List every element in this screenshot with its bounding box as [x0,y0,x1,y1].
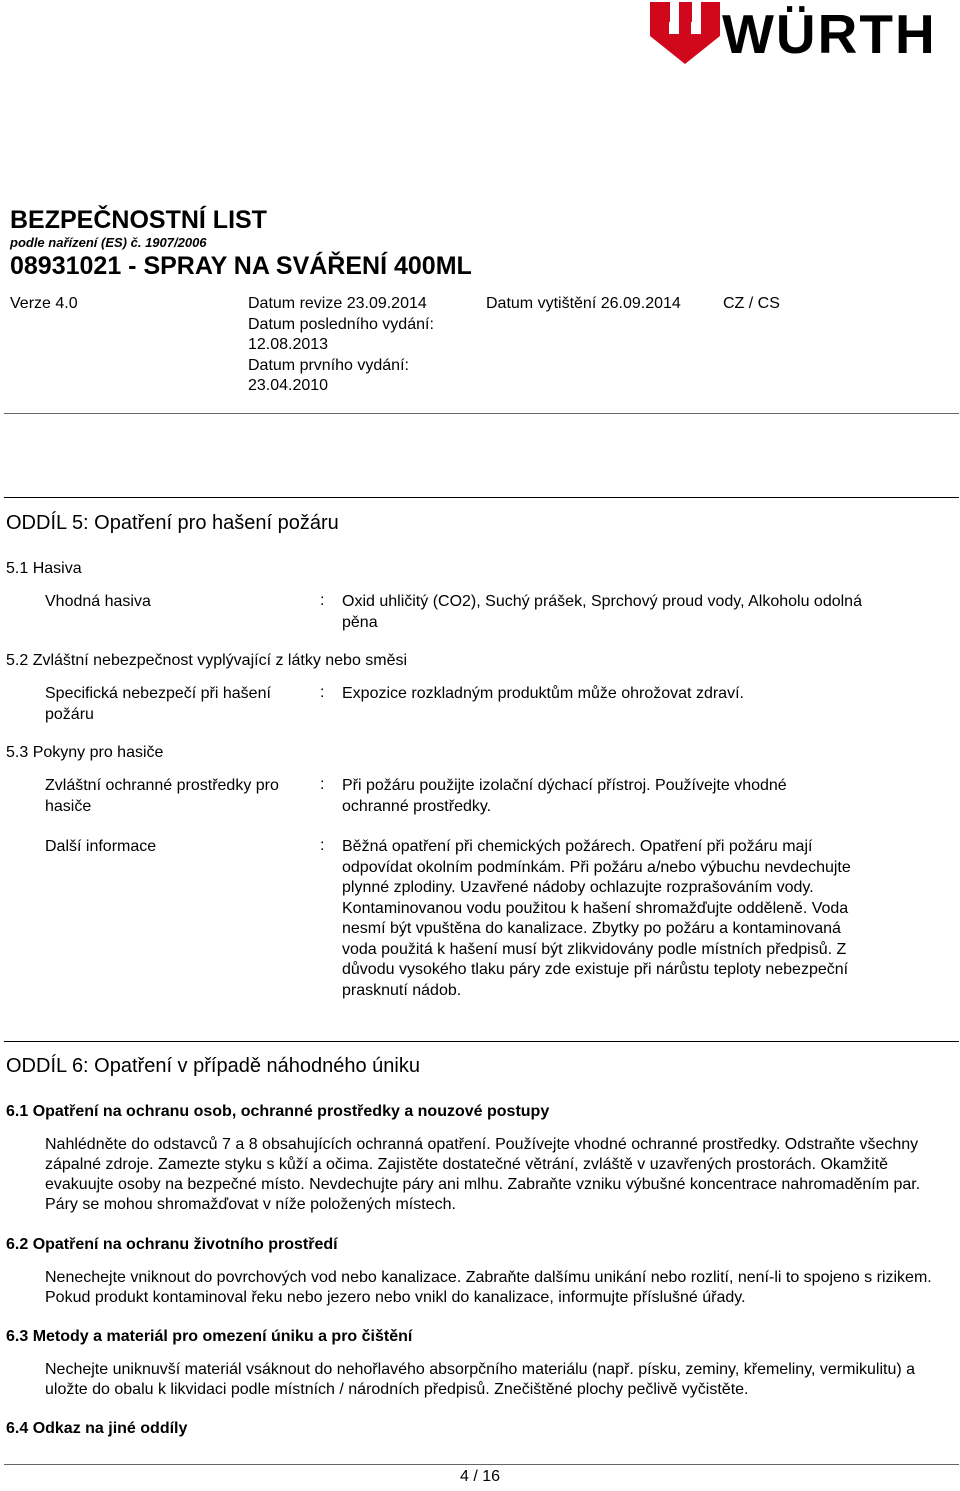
section6-rule [4,1041,959,1042]
s63-heading: 6.3 Metody a materiál pro omezení úniku a pro čištění [6,1328,413,1345]
s53-value-1: Při požáru použijte izolační dýchací přístroj. Používejte vhodné ochranné prostředky. [342,777,787,815]
regulation-note: podle nařízení (ES) č. 1907/2006 [10,235,207,250]
s53-colon-1: : [320,776,325,793]
section6-title: ODDÍL 6: Opatření v případě náhodného úniku [6,1055,420,1077]
date-block [248,294,478,397]
s53-colon-2: : [320,837,325,854]
s51-value: Oxid uhličitý (CO2), Suchý prášek, Sprchový proud vody, Alkoholu odolná pěna [342,593,862,631]
header-divider [4,413,959,414]
s62-heading: 6.2 Opatření na ochranu životního prostředí [6,1236,338,1253]
wurth-logo-mark [650,2,720,64]
first-issue-label: Datum prvního vydání: [248,356,409,374]
document-title: BEZPEČNOSTNÍ LIST [10,206,267,234]
footer-divider [4,1464,959,1465]
s53-value-2: Běžná opatření při chemických požárech. Opatření při požáru mají odpovídat okolním podmínkám. Při požáru a/nebo výbuchu nevdechujte plynné zplodiny. Uzavřené nádoby ochlazujte rozprašováním vody. Kontaminovanou vodu použitou k hašení shromažďujte odděleně. Voda nesmí být vpuštěna do kanalizace. Zbytky po požáru a kontaminovaná voda použitá k hašení musí být zlikvidovány podle místních předpisů. Z důvodu vysokého tlaku páry zde existuje při nárůstu teploty nebezpeční prasknutí nádob. [342,838,851,999]
revision-date: Datum revize 23.09.2014 [248,295,427,312]
language: CZ / CS [723,295,780,312]
s53-label-1: Zvláštní ochranné prostředky pro hasiče [45,777,279,815]
s64-heading: 6.4 Odkaz na jiné oddíly [6,1420,188,1437]
last-issue-date: 12.08.2013 [248,336,329,353]
s53-heading: 5.3 Pokyny pro hasiče [6,744,164,761]
version: Verze 4.0 [10,295,78,312]
s62-text: Nenechejte vniknout do povrchových vod nebo kanalizace. Zabraňte dalšímu unikání nebo rozlití, není-li to spojeno s rizikem. Pokud produkt kontaminoval řeku nebo jezero nebo vnikl do kanalizace, informujte příslušné úřady. [45,1269,932,1306]
page-number: 4 / 16 [459,1468,501,1485]
wurth-wordmark: WÜRTH [722,3,937,65]
s52-value: Expozice rozkladným produktům může ohrožovat zdraví. [342,685,744,702]
print-date: Datum vytištění 26.09.2014 [486,295,681,312]
s61-heading: 6.1 Opatření na ochranu osob, ochranné prostředky a nouzové postupy [6,1103,550,1120]
s51-label: Vhodná hasiva [45,593,151,610]
s52-label: Specifická nebezpečí při hašení požáru [45,685,271,723]
section5-rule [4,497,959,498]
s53-label-2: Další informace [45,838,157,855]
s63-text: Nechejte uniknuvší materiál vsáknout do nehořlavého absorpčního materiálu (např. písku, zeminy, křemeliny, vermikulitu) a uložte do obalu k likvidaci podle místních / národních předpisů. Znečištěné plochy pečlivě vyčistěte. [45,1361,916,1398]
s51-heading: 5.1 Hasiva [6,560,82,577]
product-name: 08931021 - SPRAY NA SVÁŘENÍ 400ML [10,252,472,280]
s61-text: Nahlédněte do odstavců 7 a 8 obsahujících ochranná opatření. Používejte vhodné ochranné prostředky. Odstraňte všechny zápalné zdroje. Zamezte styku s kůží a očima. Zajistěte dostatečné větrání, zvláště v uzavřených prostorách. Okamžitě evakuujte osoby na bezpečné místo. Nevdechujte páry ani mlhu. Zabraňte vzniku výbušné koncentrace nahromaděním par. Páry se mohou shromažďovat v níže položených místech. [45,1136,921,1213]
first-issue-date: 23.04.2010 [248,377,329,394]
last-issue-label: Datum posledního vydání: [248,315,434,333]
s52-heading: 5.2 Zvláštní nebezpečnost vyplývající z látky nebo směsi [6,652,408,669]
s51-colon: : [320,592,325,609]
s52-colon: : [320,684,325,701]
section5-title: ODDÍL 5: Opatření pro hašení požáru [6,512,339,534]
